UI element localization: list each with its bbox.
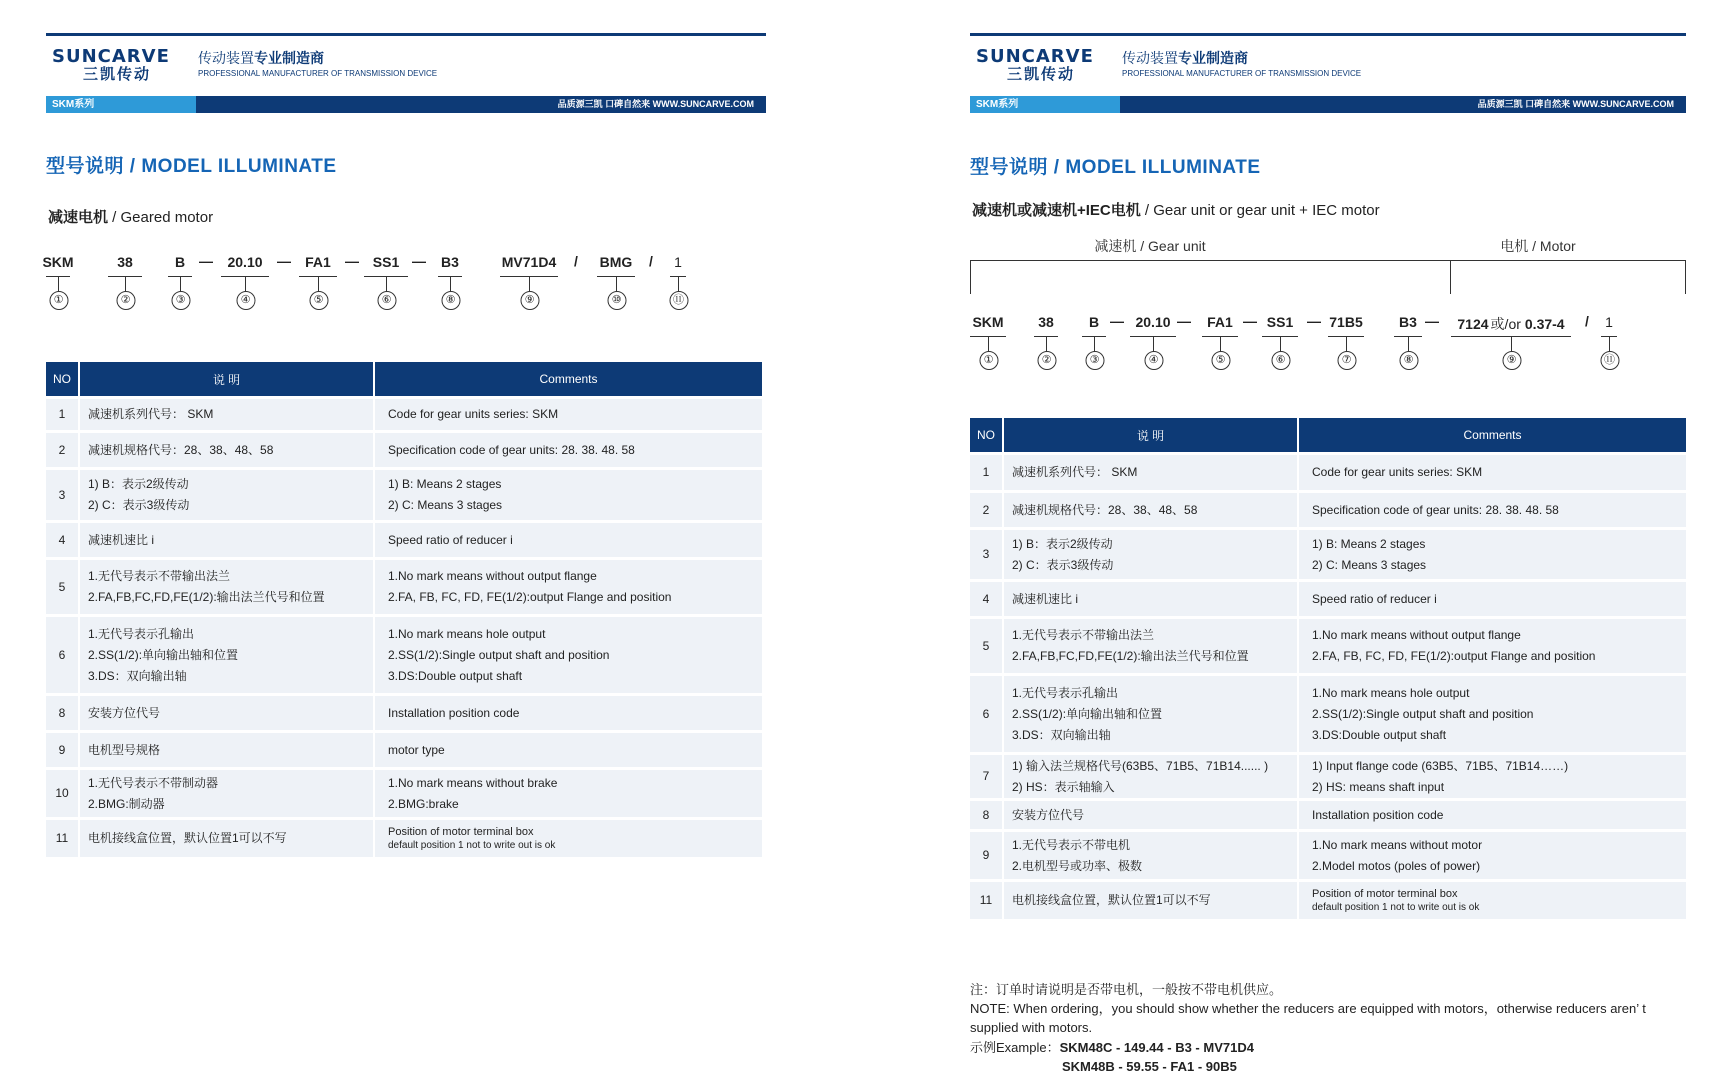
- row-comment-en: [1299, 452, 1686, 490]
- series-tag: SKM系列: [46, 96, 196, 113]
- code-connector: [1094, 336, 1095, 352]
- cell-line: 1.No mark means without motor: [1312, 837, 1483, 852]
- table-row: [970, 579, 1686, 616]
- cell-line: 1.No mark means without output flange: [388, 569, 597, 583]
- tagline: [1122, 50, 1361, 81]
- row-comment-en: [1299, 798, 1686, 829]
- cell-line: 减速机速比 i: [88, 532, 155, 547]
- cell-line: 3.DS：双向输出轴: [88, 668, 187, 683]
- row-number: 2: [970, 490, 1004, 527]
- row-number: 5: [970, 616, 1004, 673]
- cell-line: Speed ratio of reducer i: [1312, 591, 1437, 606]
- tagline-cn-b: 专业制造商: [254, 50, 324, 66]
- section-title: 型号说明 / MODEL ILLUMINATE: [970, 157, 1261, 178]
- cell-line: 1) B：表示2级传动: [88, 477, 189, 491]
- cell-line: 2.SS(1/2):单向输出轴和位置: [88, 647, 239, 662]
- brand-name-en: SUNCARVE: [52, 46, 170, 67]
- code-connector: [1511, 336, 1512, 352]
- cell-line: 2.FA,FB,FC,FD,FE(1/2):输出法兰代号和位置: [1012, 649, 1249, 663]
- example-2: [970, 1057, 1686, 1076]
- row-description-cn: [80, 767, 375, 817]
- code-connector: [988, 336, 989, 352]
- position-number: ④: [1144, 351, 1163, 370]
- cell-line: motor type: [388, 742, 445, 757]
- code-connector: [58, 276, 59, 292]
- code-separator: —: [199, 253, 213, 269]
- table-row: [46, 693, 762, 730]
- row-description-cn: [1004, 829, 1299, 879]
- code-part: 或/or: [1490, 316, 1521, 332]
- brand-name-en: SUNCARVE: [976, 46, 1094, 67]
- row-number: 11: [46, 817, 80, 857]
- header-comments: Comments: [375, 362, 762, 396]
- cell-line: 1.No mark means without brake: [388, 775, 558, 790]
- table-row: [46, 467, 762, 520]
- code-connector: [1280, 336, 1281, 352]
- code-connector: [1609, 336, 1610, 352]
- cell-line: 1) B: Means 2 stages: [1312, 536, 1426, 551]
- tagline-en: PROFESSIONAL MANUFACTURER OF TRANSMISSION DEVICE: [198, 69, 438, 78]
- tagline-en: PROFESSIONAL MANUFACTURER OF TRANSMISSION DEVICE: [1122, 69, 1362, 78]
- code-connector: [318, 276, 319, 292]
- example-1: [970, 1038, 1686, 1057]
- cell-line: 减速机规格代号：28、38、48、58: [88, 442, 274, 457]
- table-row: [46, 430, 762, 467]
- cell-line: 2) C：表示3级传动: [1012, 557, 1114, 572]
- position-number: ⑩: [607, 291, 626, 310]
- table-row: [46, 614, 762, 693]
- subtitle: 减速机或减速机+IEC电机 / Gear unit or gear unit + IEC motor: [972, 202, 1380, 219]
- position-number: ①: [979, 351, 998, 370]
- code-separator: —: [277, 253, 291, 269]
- brand-logo: [976, 48, 1106, 84]
- cell-line: 1.无代号表示不带输出法兰: [1012, 628, 1155, 642]
- row-comment-en: [1299, 579, 1686, 616]
- row-comment-en: [375, 467, 762, 520]
- header-rule: [46, 33, 766, 36]
- header-rule: [970, 33, 1686, 36]
- row-number: 1: [46, 396, 80, 430]
- code-segment: MV71D4: [501, 254, 557, 270]
- spec-table: [970, 418, 1686, 919]
- cell-line: 电机接线盒位置，默认位置1可以不写: [1012, 893, 1211, 907]
- code-segment: FA1: [305, 254, 331, 270]
- cell-line: 减速机系列代号： SKM: [88, 407, 214, 421]
- series-tag: SKM系列: [970, 96, 1120, 113]
- code-segment: SKM: [42, 254, 74, 270]
- cell-line: 1.无代号表示孔输出: [1012, 685, 1119, 700]
- table-row: [970, 798, 1686, 829]
- header-cn: 说 明: [80, 362, 375, 396]
- series-bar: [46, 96, 766, 113]
- cell-line: Position of motor terminal box: [1312, 887, 1458, 900]
- code-connector: [616, 276, 617, 292]
- row-comment-en: [375, 614, 762, 693]
- code-connector: [1346, 336, 1347, 352]
- row-description-cn: [1004, 527, 1299, 579]
- row-description-cn: [1004, 752, 1299, 798]
- table-row: [46, 767, 762, 817]
- row-description-cn: [1004, 490, 1299, 527]
- code-connector: [1408, 336, 1409, 352]
- cell-line: 1.无代号表示不带制动器: [88, 775, 219, 790]
- table-row: [46, 557, 762, 614]
- code-connector: [386, 276, 387, 292]
- cell-line: 2) HS：表示轴输入: [1012, 779, 1115, 794]
- cell-line: 2.BMG:制动器: [88, 796, 165, 811]
- cell-line: 2.SS(1/2):单向输出轴和位置: [1012, 706, 1163, 721]
- code-segment: B: [1088, 314, 1100, 330]
- code-segment: SS1: [372, 254, 400, 270]
- cell-line: Position of motor terminal box: [388, 825, 534, 838]
- code-segment: B3: [441, 254, 459, 270]
- table-row: [970, 673, 1686, 752]
- row-number: 6: [46, 614, 80, 693]
- row-description-cn: [80, 396, 375, 430]
- row-description-cn: [80, 693, 375, 730]
- row-description-cn: [1004, 579, 1299, 616]
- row-number: 3: [46, 467, 80, 520]
- cell-line: 1) Input flange code (63B5、71B5、71B14……): [1312, 758, 1569, 773]
- row-comment-en: [1299, 752, 1686, 798]
- row-number: 8: [46, 693, 80, 730]
- row-number: 9: [970, 829, 1004, 879]
- row-comment-en: [1299, 879, 1686, 919]
- position-number: ⑧: [441, 291, 460, 310]
- position-number: ⑪: [1600, 351, 1619, 370]
- position-number: ⑤: [309, 291, 328, 310]
- row-description-cn: [1004, 798, 1299, 829]
- cell-line: Specification code of gear units: 28. 38. 48. 58: [388, 442, 635, 457]
- code-separator: —: [1110, 313, 1124, 329]
- bracket-tick-right: [1685, 260, 1686, 294]
- row-comment-en: [1299, 490, 1686, 527]
- code-segment: 38: [1038, 314, 1054, 330]
- cell-line: 1) B：表示2级传动: [1012, 536, 1113, 551]
- row-number: 1: [970, 452, 1004, 490]
- row-description-cn: [80, 430, 375, 467]
- cell-line: 1.无代号表示孔输出: [88, 626, 195, 641]
- note-cn: 注：订单时请说明是否带电机，一般按不带电机供应。: [970, 982, 1283, 997]
- cell-line: 1.No mark means hole output: [388, 626, 546, 641]
- series-bar: [970, 96, 1686, 113]
- cell-line: 2) C: Means 3 stages: [1312, 557, 1427, 572]
- code-connector: [450, 276, 451, 292]
- row-number: 8: [970, 798, 1004, 829]
- table-row: [970, 527, 1686, 579]
- table-row: [46, 520, 762, 557]
- row-description-cn: [80, 557, 375, 614]
- cell-line: 2) HS: means shaft input: [1312, 779, 1445, 794]
- code-segment: 20.10: [227, 254, 263, 270]
- page-left: [42, 0, 766, 1077]
- table-row: [970, 829, 1686, 879]
- cell-line: 2.SS(1/2):Single output shaft and position: [1312, 706, 1534, 721]
- tagline-cn-a: 传动装置: [1122, 50, 1178, 66]
- row-number: 4: [46, 520, 80, 557]
- cell-line: Code for gear units series: SKM: [388, 407, 559, 421]
- code-segment: B: [174, 254, 186, 270]
- cell-line: 电机型号规格: [88, 742, 161, 757]
- row-comment-en: [375, 693, 762, 730]
- code-separator: —: [345, 253, 359, 269]
- cell-line: 3.DS:Double output shaft: [1312, 727, 1447, 742]
- cell-line: 减速机速比 i: [1012, 591, 1079, 606]
- row-number: 6: [970, 673, 1004, 752]
- code-separator: /: [649, 253, 653, 269]
- cell-line: Installation position code: [388, 705, 520, 720]
- bracket-label-motor: 电机 / Motor: [1500, 238, 1576, 254]
- position-number: ⑧: [1399, 351, 1418, 370]
- row-number: 9: [46, 730, 80, 767]
- row-comment-en: [375, 557, 762, 614]
- cell-line: 1) B: Means 2 stages: [388, 477, 502, 491]
- row-description-cn: [1004, 616, 1299, 673]
- cell-line: 2.Model motos (poles of power): [1312, 858, 1481, 873]
- brand-logo: [52, 48, 182, 84]
- header-cn: 说 明: [1004, 418, 1299, 452]
- position-number: ⑨: [1502, 351, 1521, 370]
- cell-line: 1.无代号表示不带电机: [1012, 837, 1131, 852]
- cell-line: 电机接线盒位置，默认位置1可以不写: [88, 831, 287, 845]
- order-notes: [970, 980, 1686, 1076]
- row-comment-en: [375, 396, 762, 430]
- cell-line: Installation position code: [1312, 807, 1444, 822]
- code-separator: /: [1585, 313, 1589, 329]
- brand-name-cn: 三凯传动: [82, 66, 151, 83]
- position-number: ④: [236, 291, 255, 310]
- row-comment-en: [375, 520, 762, 557]
- position-number: ①: [49, 291, 68, 310]
- row-comment-en: [1299, 829, 1686, 879]
- position-number: ⑦: [1337, 351, 1356, 370]
- code-segment: 1: [1605, 314, 1613, 330]
- spec-table: [46, 362, 762, 857]
- brand-name-cn: 三凯传动: [1006, 66, 1075, 83]
- cell-line: 2.FA, FB, FC, FD, FE(1/2):output Flange and position: [388, 590, 672, 604]
- row-comment-en: [375, 730, 762, 767]
- section-title: 型号说明 / MODEL ILLUMINATE: [46, 156, 337, 177]
- cell-line: Speed ratio of reducer i: [388, 532, 513, 547]
- code-segment: [1457, 314, 1564, 334]
- example-label: 示例Example：: [970, 1040, 1060, 1055]
- row-comment-en: [1299, 527, 1686, 579]
- row-number: 10: [46, 767, 80, 817]
- code-separator: —: [1177, 313, 1191, 329]
- code-connector: [1153, 336, 1154, 352]
- position-number: ③: [171, 291, 190, 310]
- row-description-cn: [80, 817, 375, 857]
- cell-line: 2.BMG:brake: [388, 796, 459, 811]
- code-segment: FA1: [1207, 314, 1233, 330]
- row-comment-en: [375, 817, 762, 857]
- table-row: [970, 616, 1686, 673]
- code-connector: [180, 276, 181, 292]
- cell-line: default position 1 not to write out is ok: [1312, 901, 1480, 913]
- code-part: 7124: [1457, 316, 1489, 332]
- code-segment: SS1: [1266, 314, 1294, 330]
- table-row: [970, 752, 1686, 798]
- subtitle: 减速电机 / Geared motor: [48, 209, 214, 226]
- row-number: 4: [970, 579, 1004, 616]
- row-description-cn: [1004, 879, 1299, 919]
- cell-line: 1) 输入法兰规格代号(63B5、71B5、71B14...... ): [1012, 758, 1269, 773]
- table-row: [970, 490, 1686, 527]
- code-separator: —: [1243, 313, 1257, 329]
- code-part: 0.37-4: [1524, 316, 1565, 332]
- row-comment-en: [375, 430, 762, 467]
- row-number: 5: [46, 557, 80, 614]
- row-description-cn: [80, 730, 375, 767]
- code-segment: B3: [1399, 314, 1417, 330]
- cell-line: 减速机规格代号：28、38、48、58: [1012, 502, 1198, 517]
- row-comment-en: [375, 767, 762, 817]
- page-right: [970, 0, 1686, 1077]
- row-description-cn: [1004, 673, 1299, 752]
- cell-line: Code for gear units series: SKM: [1312, 465, 1483, 479]
- cell-line: default position 1 not to write out is ok: [388, 839, 556, 851]
- row-description-cn: [1004, 452, 1299, 490]
- model-code-diagram: [42, 253, 762, 344]
- code-connector: [678, 276, 679, 292]
- code-segment: 38: [117, 254, 133, 270]
- example-1-code: SKM48C - 149.44 - B3 - MV71D4: [1059, 1040, 1254, 1055]
- row-number: 3: [970, 527, 1004, 579]
- code-connector: [529, 276, 530, 292]
- header-comments: Comments: [1299, 418, 1686, 452]
- slogan: 品质源三凯 口碑自然来 WWW.SUNCARVE.COM: [1477, 99, 1674, 109]
- code-segment: BMG: [599, 254, 633, 270]
- table-row: [46, 817, 762, 857]
- position-number: ⑨: [520, 291, 539, 310]
- code-segment: 20.10: [1135, 314, 1171, 330]
- position-number: ③: [1085, 351, 1104, 370]
- cell-line: 减速机系列代号： SKM: [1012, 465, 1138, 479]
- code-separator: —: [412, 253, 426, 269]
- cell-line: 2.FA, FB, FC, FD, FE(1/2):output Flange and position: [1312, 649, 1596, 663]
- tagline-cn-b: 专业制造商: [1178, 50, 1248, 66]
- tagline-cn-a: 传动装置: [198, 50, 254, 66]
- cell-line: 2.FA,FB,FC,FD,FE(1/2):输出法兰代号和位置: [88, 590, 325, 604]
- cell-line: 1.No mark means without output flange: [1312, 628, 1521, 642]
- header-no: NO: [970, 418, 1004, 452]
- cell-line: 2.电机型号或功率、极数: [1012, 858, 1143, 873]
- row-number: 11: [970, 879, 1004, 919]
- cell-line: 安装方位代号: [1012, 807, 1085, 822]
- row-number: 7: [970, 752, 1004, 798]
- code-separator: —: [1425, 313, 1439, 329]
- bracket-tick-left: [970, 260, 971, 294]
- position-number: ⑤: [1211, 351, 1230, 370]
- code-connector: [1220, 336, 1221, 352]
- tagline: [198, 50, 437, 81]
- header-no: NO: [46, 362, 80, 396]
- cell-line: 2.SS(1/2):Single output shaft and position: [388, 647, 610, 662]
- note-en: NOTE: When ordering，you should show whether the reducers are equipped with motors，otherwise reducers aren’ t supplied with motors.: [970, 1001, 1646, 1035]
- row-description-cn: [80, 467, 375, 520]
- position-number: ⑥: [1271, 351, 1290, 370]
- code-connector: [1046, 336, 1047, 352]
- cell-line: 2) C: Means 3 stages: [388, 498, 503, 512]
- bracket-line: [970, 260, 1686, 261]
- cell-line: 安装方位代号: [88, 705, 161, 720]
- code-separator: —: [1307, 313, 1321, 329]
- row-comment-en: [1299, 616, 1686, 673]
- code-segment: SKM: [972, 314, 1004, 330]
- code-segment: 1: [674, 254, 682, 270]
- bracket-tick-mid: [1450, 260, 1451, 294]
- position-number: ②: [116, 291, 135, 310]
- code-segment: 71B5: [1329, 314, 1363, 330]
- table-row: [46, 396, 762, 430]
- row-number: 2: [46, 430, 80, 467]
- row-description-cn: [80, 614, 375, 693]
- code-connector: [125, 276, 126, 292]
- table-row: [46, 730, 762, 767]
- table-row: [970, 452, 1686, 490]
- position-number: ⑥: [377, 291, 396, 310]
- model-code-diagram: [970, 314, 1686, 404]
- cell-line: 1.No mark means hole output: [1312, 685, 1470, 700]
- bracket-label-gear: 减速机 / Gear unit: [1094, 238, 1206, 254]
- code-separator: /: [574, 253, 578, 269]
- cell-line: 3.DS:Double output shaft: [388, 668, 523, 683]
- cell-line: 1.无代号表示不带输出法兰: [88, 569, 231, 583]
- slogan: 品质源三凯 口碑自然来 WWW.SUNCARVE.COM: [557, 99, 754, 109]
- code-connector: [245, 276, 246, 292]
- row-description-cn: [80, 520, 375, 557]
- cell-line: Specification code of gear units: 28. 38. 48. 58: [1312, 502, 1559, 517]
- position-number: ②: [1037, 351, 1056, 370]
- cell-line: 2) C：表示3级传动: [88, 498, 190, 512]
- example-2-code: SKM48B - 59.55 - FA1 - 90B5: [1062, 1059, 1237, 1074]
- cell-line: 3.DS：双向输出轴: [1012, 727, 1111, 742]
- table-row: [970, 879, 1686, 919]
- row-comment-en: [1299, 673, 1686, 752]
- position-number: ⑪: [669, 291, 688, 310]
